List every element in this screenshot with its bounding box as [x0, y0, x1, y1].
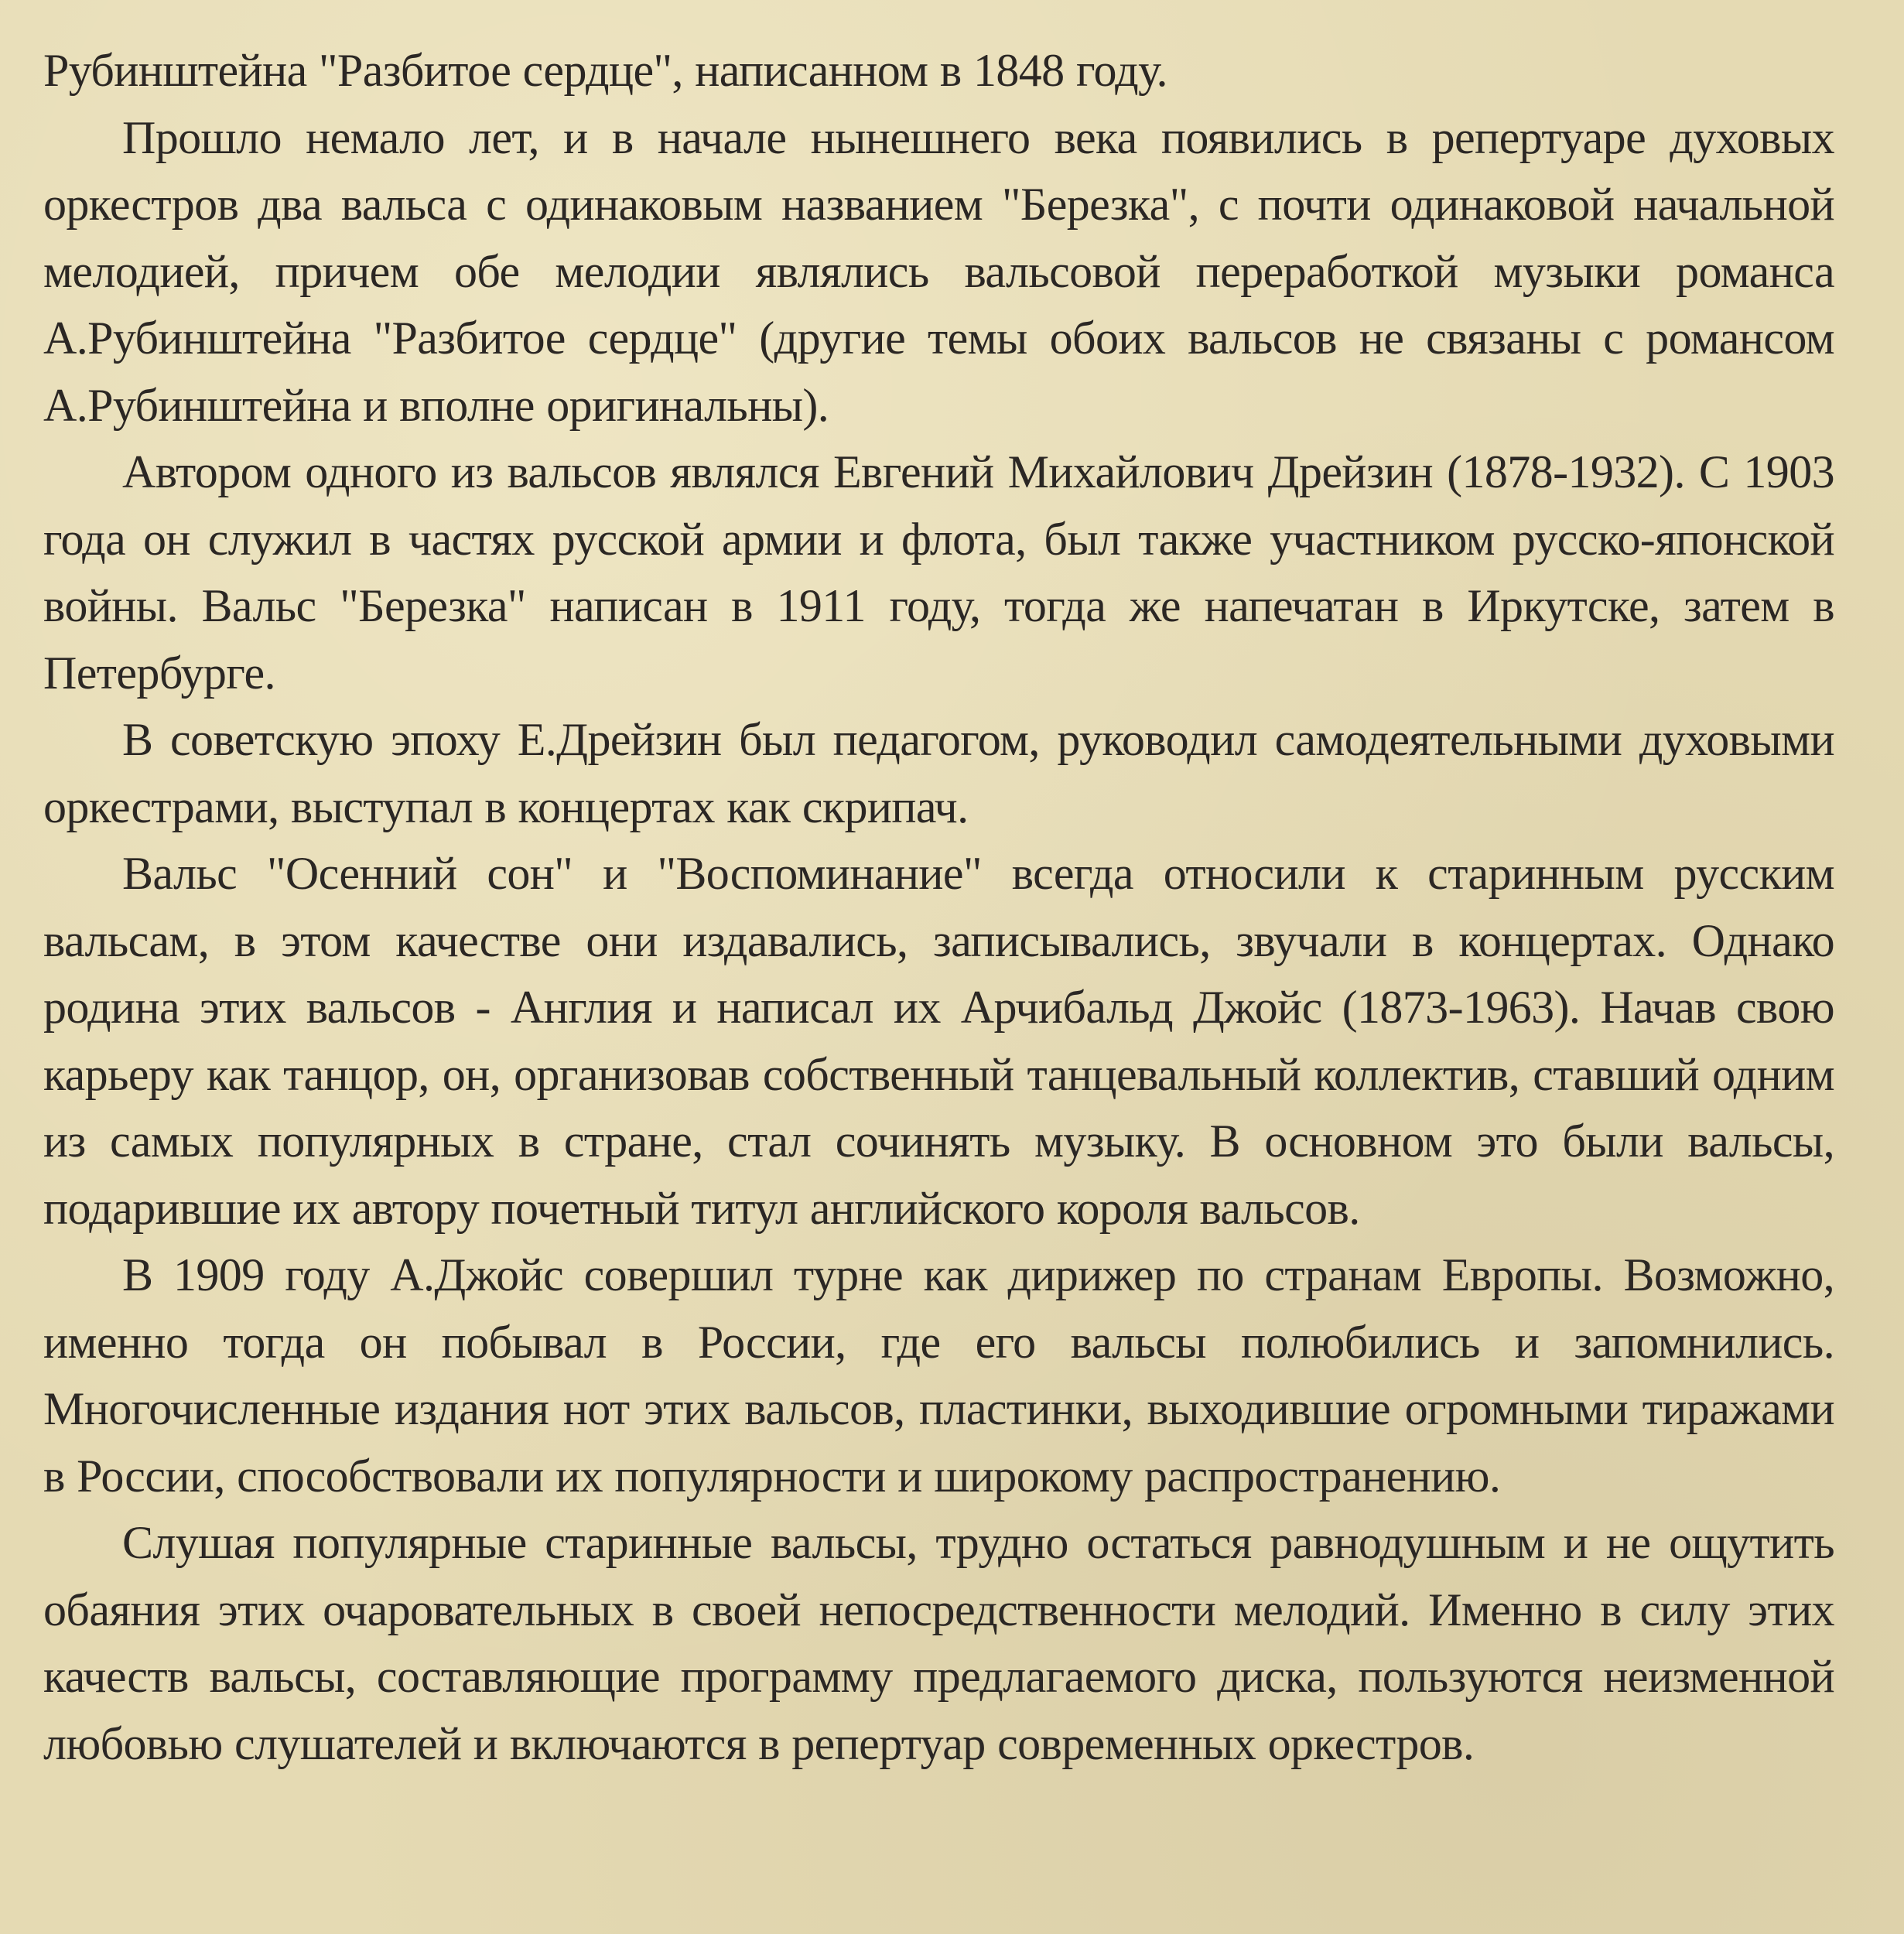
paragraph-tour-1909: В 1909 году А.Джойс совершил турне как дирижер по странам Европы. Возможно, именно тогда он побывал в России, где его вальсы полюбились и запомнились. Многочисленные издания нот этих вальсов, пластинки, выходившие огромными тиражами в России, способствовали их популярности и широкому распространению.: [43, 1249, 1834, 1502]
paragraph-continuation: Рубинштейна "Разбитое сердце", написанном в 1848 году.: [43, 45, 1167, 96]
paragraph-soviet-era: В советскую эпоху Е.Дрейзин был педагогом, руководил самодеятельными духовыми оркестрами, выступал в концертах как скрипач.: [43, 714, 1834, 832]
paragraph-joyce: Вальс "Осенний сон" и "Воспоминание" всегда относили к старинным русским вальсам, в этом качестве они издавались, записывались, звучали в концертах. Однако родина этих вальсов - Англия и написал их Арчибальд Джойс (1873-1963). Начав свою карьеру как танцор, он, организовав собственный танцевальный коллектив, ставший одним из самых популярных в стране, стал сочинять музыку. В основном это были вальсы, подарившие их автору почетный титул английского короля вальсов.: [43, 848, 1834, 1234]
paragraph-conclusion: Слушая популярные старинные вальсы, трудно остаться равнодушным и не ощутить обаяния этих очаровательных в своей непосредственности мелодий. Именно в силу этих качеств вальсы, составляющие программу предлагаемого диска, пользуются неизменной любовью слушателей и включаются в репертуар современных оркестров.: [43, 1517, 1834, 1769]
paragraph-berezka-waltzes: Прошло немало лет, и в начале нынешнего века появились в репертуаре духовых оркестров два вальса с одинаковым названием "Березка", с почти одинаковой начальной мелодией, причем обе мелодии являлись вальсовой переработкой музыки романса А.Рубинштейна "Разбитое сердце" (другие темы обоих вальсов не связаны с романсом А.Рубинштейна и вполне оригинальны).: [43, 111, 1834, 431]
paragraph-dreyzin: Автором одного из вальсов являлся Евгений Михайлович Дрейзин (1878-1932). С 1903 года он служил в частях русской армии и флота, был также участником русско-японской войны. Вальс "Березка" написан в 1911 году, тогда же напечатан в Иркутске, затем в Петербурге.: [43, 446, 1834, 699]
